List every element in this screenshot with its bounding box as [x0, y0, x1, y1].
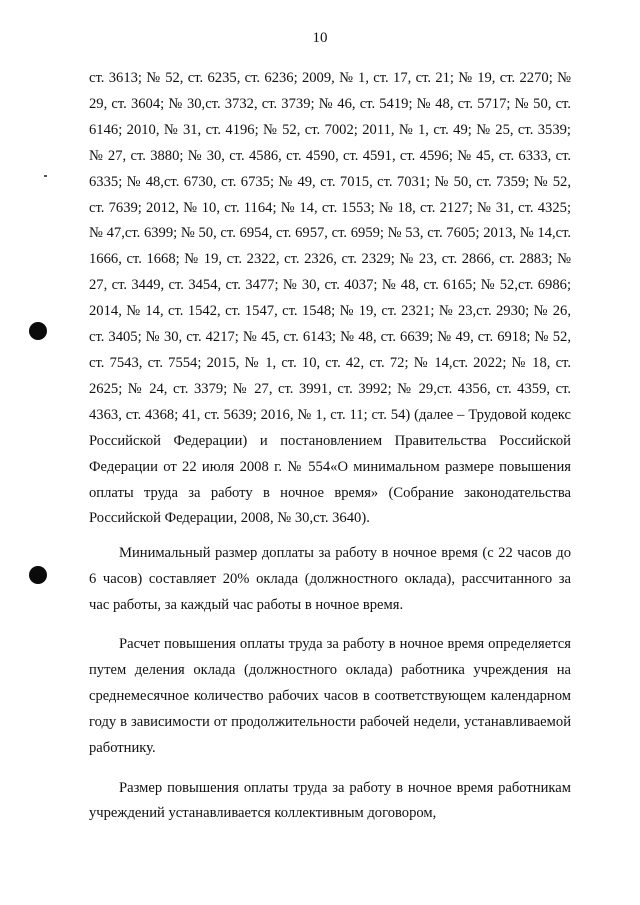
paragraph-night-pay-amount: Размер повышения оплаты труда за работу в ночное время работникам учреждений устанавливается коллективным договором, [89, 779, 571, 822]
paragraph-night-pay-calculation: Расчет повышения оплаты труда за работу в ночное время определяется путем деления оклада (должностного оклада) работника учреждения на среднемесячное количество рабочих часов в соответствующем календарном году в зависимости от продолжительности рабочей недели, устанавливаемой работнику. [89, 636, 571, 756]
punch-hole-bottom [29, 566, 47, 584]
scan-speck [44, 175, 47, 177]
paragraph-minimum-night-pay: Минимальный размер доплаты за работу в ночное время (с 22 часов до 6 часов) составляет 20% оклада (должностного оклада), рассчитанного за час работы, за каждый час работы в ночное время. [89, 545, 571, 614]
document-body [89, 66, 571, 827]
paragraph-legal-references: ст. 3613; № 52, ст. 6235, ст. 6236; 2009, № 1, ст. 17, ст. 21; № 19, ст. 2270; № 29, ст. 3604; № 30,ст. 3732, ст. 3739; № 46, ст. 5419; № 48, ст. 5717; № 50, ст. 6146; 2010, № 31, ст. 4196; № 52, ст. 7002; 2011, № 1, ст. 49; № 25, ст. 3539; № 27, ст. 3880; № 30, ст. 4586, ст. 4590, ст. 4591, ст. 4596; № 45, ст. 6333, ст. 6335; № 48,ст. 6730, ст. 6735; № 49, ст. 7015, ст. 7031; № 50, ст. 7359; № 52, ст. 7639; 2012, № 10, ст. 1164; № 14, ст. 1553; № 18, ст. 2127; № 31, ст. 4325; № 47,ст. 6399; № 50, ст. 6954, ст. 6957, ст. 6959; № 53, ст. 7605; 2013, № 14,ст. 1666, ст. 1668; № 19, ст. 2322, ст. 2326, ст. 2329; № 23, ст. 2866, ст. 2883; № 27, ст. 3449, ст. 3454, ст. 3477; № 30, ст. 4037; № 48, ст. 6165; № 52,ст. 6986; 2014, № 14, ст. 1542, ст. 1547, ст. 1548; № 19, ст. 2321; № 23,ст. 2930; № 26, ст. 3405; № 30, ст. 4217; № 45, ст. 6143; № 48, ст. 6639; № 49, ст. 6918; № 52, ст. 7543, ст. 7554; 2015, № 1, ст. 10, ст. 42, ст. 72; № 14,ст. 2022; № 18, ст. 2625; № 24, ст. 3379; № 27, ст. 3991, ст. 3992; № 29,ст. 4356, ст. 4359, ст. 4363, ст. 4368; 41, ст. 5639; 2016, № 1, ст. 11; ст. 54) (далее – Трудовой кодекс Российской Федерации) и постановлением Правительства Российской Федерации от 22 июля 2008 г. № 554«О минимальном размере повышения оплаты труда за работу в ночное время» (Собрание законодательства Российской Федерации, 2008, № 30,ст. 3640). [89, 70, 571, 527]
punch-hole-top [29, 322, 47, 340]
page-number: 10 [312, 30, 328, 46]
